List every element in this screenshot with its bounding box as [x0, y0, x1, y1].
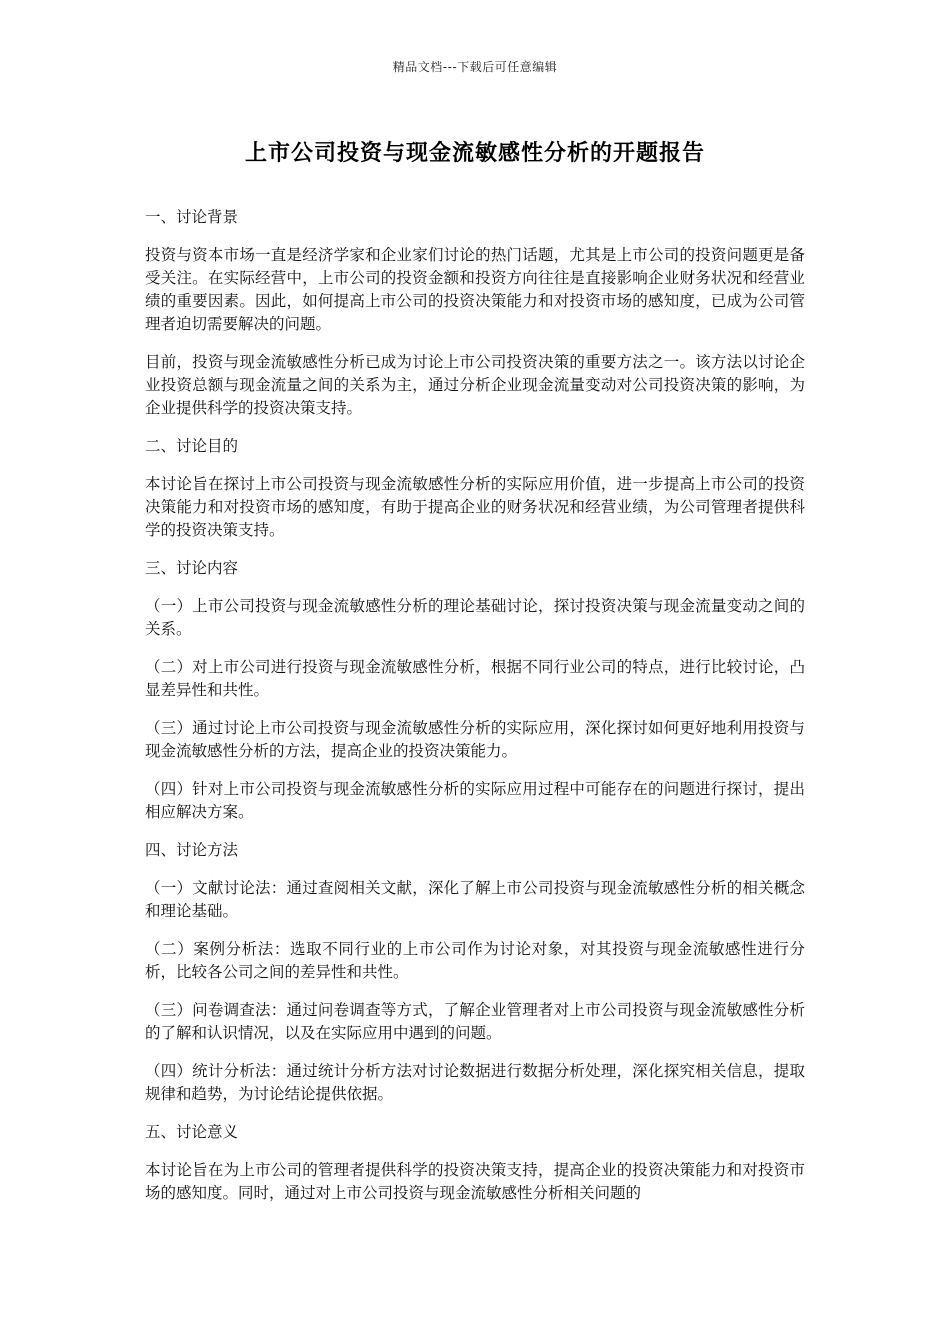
- paragraph: （四）统计分析法：通过统计分析方法对讨论数据进行数据分析处理，深化探究相关信息，提取规律和趋势，为讨论结论提供依据。: [145, 1062, 805, 1103]
- section-heading-background: 一、讨论背景: [145, 208, 239, 226]
- paragraph: （四）针对上市公司投资与现金流敏感性分析的实际应用过程中可能存在的问题进行探讨，提出相应解决方案。: [145, 780, 805, 821]
- paragraph: （一）上市公司投资与现金流敏感性分析的理论基础讨论，探讨投资决策与现金流量变动之间的关系。: [145, 597, 805, 638]
- document-body: [145, 206, 805, 1220]
- section-heading-method: 四、讨论方法: [145, 841, 239, 859]
- paragraph: （三）问卷调查法：通过问卷调查等方式，了解企业管理者对上市公司投资与现金流敏感性分析的了解和认识情况，以及在实际应用中遇到的问题。: [145, 1001, 805, 1042]
- section-heading-significance: 五、讨论意义: [145, 1123, 239, 1141]
- paragraph: 目前，投资与现金流敏感性分析已成为讨论上市公司投资决策的重要方法之一。该方法以讨论企业投资总额与现金流量之间的关系为主，通过分析企业现金流量变动对公司投资决策的影响，为企业提供科学的投资决策支持。: [145, 353, 805, 417]
- paragraph: （一）文献讨论法：通过查阅相关文献，深化了解上市公司投资与现金流敏感性分析的相关概念和理论基础。: [145, 879, 805, 920]
- section-heading-content: 三、讨论内容: [145, 559, 239, 577]
- paragraph: （二）案例分析法：选取不同行业的上市公司作为讨论对象，对其投资与现金流敏感性进行分析，比较各公司之间的差异性和共性。: [145, 940, 805, 981]
- paragraph: （二）对上市公司进行投资与现金流敏感性分析，根据不同行业公司的特点，进行比较讨论，凸显差异性和共性。: [145, 658, 805, 699]
- paragraph: 本讨论旨在探讨上市公司投资与现金流敏感性分析的实际应用价值，进一步提高上市公司的投资决策能力和对投资市场的感知度，有助于提高企业的财务状况和经营业绩，为公司管理者提供科学的投资决策支持。: [145, 475, 805, 539]
- paragraph: 投资与资本市场一直是经济学家和企业家们讨论的热门话题，尤其是上市公司的投资问题更是备受关注。在实际经营中，上市公司的投资金额和投资方向往往是直接影响企业财务状况和经营业绩的重要因素。因此，如何提高上市公司的投资决策能力和对投资市场的感知度，已成为公司管理者迫切需要解决的问题。: [145, 246, 805, 333]
- page-title: 上市公司投资与现金流敏感性分析的开题报告: [244, 141, 705, 166]
- section-heading-purpose: 二、讨论目的: [145, 437, 239, 455]
- paragraph: （三）通过讨论上市公司投资与现金流敏感性分析的实际应用，深化探讨如何更好地利用投资与现金流敏感性分析的方法，提高企业的投资决策能力。: [145, 719, 805, 760]
- paragraph: 本讨论旨在为上市公司的管理者提供科学的投资决策支持，提高企业的投资决策能力和对投资市场的感知度。同时，通过对上市公司投资与现金流敏感性分析相关问题的: [145, 1161, 805, 1202]
- header-note: 精品文档---下载后可任意编辑: [392, 60, 558, 74]
